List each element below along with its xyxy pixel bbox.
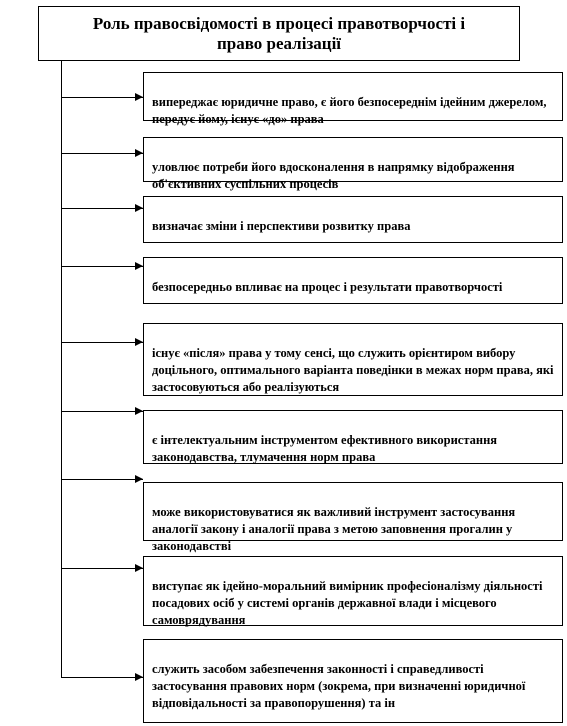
role-item (143, 323, 563, 396)
arrow-head (135, 338, 143, 346)
diagram-title-text: Роль правосвідомості в процесі правотворчості і право реалізації (92, 13, 466, 53)
connector-line (61, 677, 143, 678)
arrow-head (135, 475, 143, 483)
connector-line (61, 153, 143, 154)
arrow-head (135, 407, 143, 415)
connector-line (61, 208, 143, 209)
role-item-text: може використовуватися як важливий інструмент застосування аналогії закону і аналогії права з метою заповнення прогалин у законодавстві (152, 505, 516, 553)
arrow-head (135, 673, 143, 681)
role-item (143, 482, 563, 553)
diagram-title (38, 6, 520, 61)
role-item (143, 639, 563, 723)
role-item (143, 410, 563, 464)
role-item-text: виступає як ідейно-моральний вимірник професіоналізму діяльності посадових осіб у системі органів державної влади і місцевого самоврядування (152, 579, 543, 627)
arrow-head (135, 204, 143, 212)
connector-line (61, 411, 143, 412)
role-item-text: є інтелектуальним інструментом ефективного використання законодавства, тлумачення норм права (152, 433, 498, 464)
role-item (143, 556, 563, 626)
connector-line (61, 342, 143, 343)
role-item (143, 72, 563, 126)
connector-line (61, 568, 143, 569)
role-item (143, 257, 563, 304)
connector-line (61, 479, 143, 480)
role-item-text: уловлює потреби його вдосконалення в напрямку відображення об'єктивних суспільних процесів (152, 160, 515, 191)
arrow-head (135, 262, 143, 270)
role-item-text: існує «після» права у тому сенсі, що служить орієнтиром вибору доцільного, оптимального варіанта поведінки в межах норм права, які застосовуються або реалізуються (152, 346, 554, 394)
connector-line (61, 266, 143, 267)
role-item (143, 137, 563, 191)
role-item (143, 196, 563, 243)
role-item-text: випереджає юридичне право, є його безпосереднім ідейним джерелом, передує йому, існує «до» права (152, 95, 547, 126)
arrow-head (135, 149, 143, 157)
role-item-text: визначає зміни і перспективи розвитку права (152, 219, 411, 233)
arrow-head (135, 93, 143, 101)
role-item-text: безпосередньо впливає на процес і результати правотворчості (152, 280, 503, 294)
arrow-head (135, 564, 143, 572)
connector-line (61, 97, 143, 98)
role-item-text: служить засобом забезпечення законності і справедливості застосування правових норм (зокрема, при визначенні юридичної відповідальності за правопорушення) та ін (152, 662, 526, 710)
